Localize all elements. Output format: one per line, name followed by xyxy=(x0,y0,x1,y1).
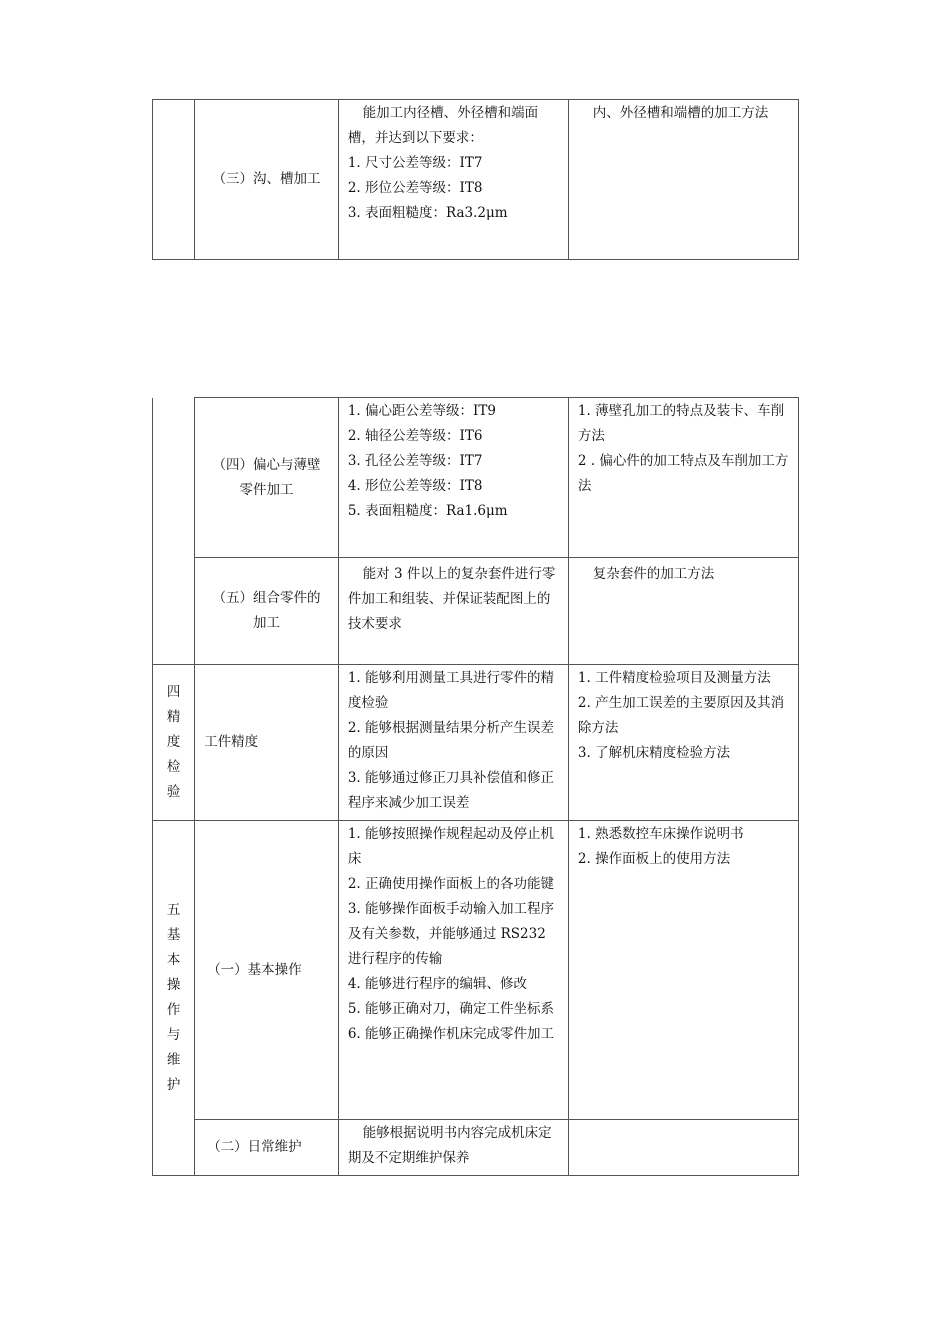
knowledge-line: 3. 了解机床精度检验方法 xyxy=(577,745,731,761)
section-char: 基 xyxy=(166,927,181,943)
section-char: 护 xyxy=(166,1077,181,1093)
requirement-line: 1. 偏心距公差等级：IT9 xyxy=(347,403,496,419)
requirement-text: 能够根据说明书内容完成机床定期及不定期维护保养 xyxy=(347,1125,552,1166)
requirement-line: 能加工内径槽、外径槽和端面槽，并达到以下要求： xyxy=(347,105,539,146)
table-row xyxy=(153,100,799,260)
table-row xyxy=(153,1120,799,1176)
knowledge-line: 1. 工件精度检验项目及测量方法 xyxy=(577,670,771,686)
requirement-cell xyxy=(338,821,568,1120)
knowledge-cell xyxy=(568,558,798,665)
section-cell xyxy=(153,821,195,1176)
skill-cell xyxy=(195,665,339,821)
requirement-line: 4. 能够进行程序的编辑、修改 xyxy=(347,976,528,992)
table-page1 xyxy=(152,99,799,260)
requirement-cell xyxy=(338,398,568,558)
skill-cell xyxy=(195,100,339,260)
requirement-line: 2. 轴径公差等级：IT6 xyxy=(347,428,483,444)
knowledge-line: 1. 薄壁孔加工的特点及装卡、车削方法 xyxy=(577,403,785,444)
skill-label: 加工 xyxy=(253,615,281,631)
requirement-line: 4. 形位公差等级：IT8 xyxy=(347,478,483,494)
requirement-line: 3. 孔径公差等级：IT7 xyxy=(347,453,483,469)
section-char: 精 xyxy=(166,709,181,725)
requirement-line: 1. 尺寸公差等级：IT7 xyxy=(347,155,483,171)
skill-cell xyxy=(195,558,339,665)
requirement-line: 2. 正确使用操作面板上的各功能键 xyxy=(347,876,555,892)
knowledge-line: 2 . 偏心件的加工特点及车削加工方法 xyxy=(577,453,789,494)
knowledge-cell xyxy=(568,100,798,260)
knowledge-line: 内、外径槽和端槽的加工方法 xyxy=(592,105,769,121)
knowledge-line: 2. 操作面板上的使用方法 xyxy=(577,851,731,867)
skill-label: （二）日常维护 xyxy=(207,1139,302,1155)
knowledge-text: 复杂套件的加工方法 xyxy=(592,566,715,582)
section-char: 检 xyxy=(166,759,181,775)
knowledge-cell xyxy=(568,398,798,558)
requirement-line: 6. 能够正确操作机床完成零件加工 xyxy=(347,1026,555,1042)
skill-label: 工件精度 xyxy=(204,734,259,750)
table-row xyxy=(153,558,799,665)
skill-cell xyxy=(195,821,339,1120)
requirement-line: 3. 能够通过修正刀具补偿值和修正程序来减少加工误差 xyxy=(347,770,555,811)
requirement-cell xyxy=(338,100,568,260)
requirement-line: 2. 能够根据测量结果分析产生误差的原因 xyxy=(347,720,555,761)
section-char: 五 xyxy=(166,902,181,918)
section-char: 作 xyxy=(166,1002,181,1018)
knowledge-line: 1. 熟悉数控车床操作说明书 xyxy=(577,826,744,842)
section-cell xyxy=(153,665,195,821)
knowledge-cell xyxy=(568,821,798,1120)
requirement-line: 1. 能够利用测量工具进行零件的精度检验 xyxy=(347,670,555,711)
requirement-line: 5. 能够正确对刀，确定工件坐标系 xyxy=(347,1001,555,1017)
section-char: 维 xyxy=(166,1052,181,1068)
section-char: 操 xyxy=(166,977,181,993)
section-char: 四 xyxy=(166,684,181,700)
table-row xyxy=(153,821,799,1120)
requirement-cell xyxy=(338,558,568,665)
section-cell xyxy=(153,398,195,665)
requirement-line: 1. 能够按照操作规程起动及停止机床 xyxy=(347,826,555,867)
knowledge-cell xyxy=(568,665,798,821)
skill-label: （三）沟、槽加工 xyxy=(212,171,321,187)
skill-label: 零件加工 xyxy=(239,481,294,498)
skill-label: （五）组合零件的 xyxy=(212,590,321,606)
requirement-text: 能对 3 件以上的复杂套件进行零件加工和组装、并保证装配图上的技术要求 xyxy=(347,566,556,632)
section-char: 验 xyxy=(166,784,181,800)
knowledge-line: 2. 产生加工误差的主要原因及其消除方法 xyxy=(577,695,785,736)
requirement-cell xyxy=(338,665,568,821)
section-char: 与 xyxy=(166,1027,181,1043)
section-cell xyxy=(153,100,195,260)
requirement-line: 3. 能够操作面板手动输入加工程序及有关参数，并能够通过 RS232 进行程序的传输 xyxy=(347,901,555,967)
table-row xyxy=(153,665,799,821)
skill-cell xyxy=(195,1120,339,1176)
section-char: 本 xyxy=(166,952,181,968)
requirement-line: 3. 表面粗糙度：Ra3.2μm xyxy=(347,205,508,221)
skill-cell xyxy=(195,398,339,558)
table-page2 xyxy=(152,397,799,1176)
section-char: 度 xyxy=(166,734,181,750)
skill-label: （一）基本操作 xyxy=(207,961,302,978)
skill-label: （四）偏心与薄壁 xyxy=(212,456,321,473)
requirement-line: 2. 形位公差等级：IT8 xyxy=(347,180,483,196)
requirement-cell xyxy=(338,1120,568,1176)
knowledge-cell xyxy=(568,1120,798,1176)
requirement-line: 5. 表面粗糙度：Ra1.6μm xyxy=(347,503,508,519)
table-row xyxy=(153,398,799,558)
